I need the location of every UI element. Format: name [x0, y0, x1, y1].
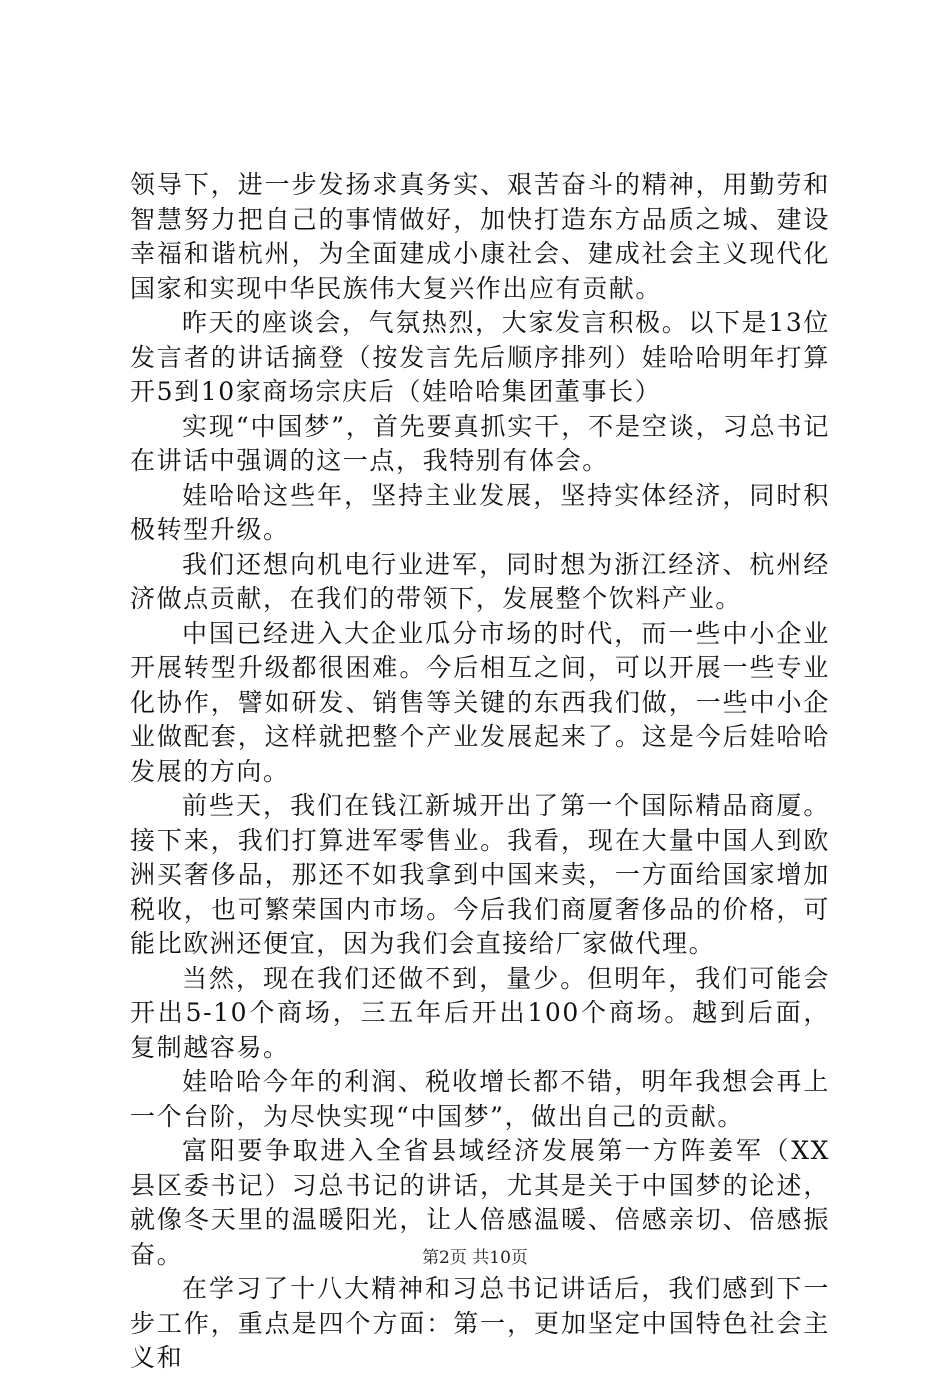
paragraph: 我们还想向机电行业进军，同时想为浙江经济、杭州经济做点贡献，在我们的带领下，发展整个饮料产业。: [130, 549, 830, 613]
paragraph: 前些天，我们在钱江新城开出了第一个国际精品商厦。接下来，我们打算进军零售业。我看，现在大量中国人到欧洲买奢侈品，那还不如我拿到中国来卖，一方面给国家增加税收，也可繁荣国内市场。今后我们商厦奢侈品的价格，可能比欧洲还便宜，因为我们会直接给厂家做代理。: [130, 791, 830, 958]
page-number-footer: 第2页 共10页: [422, 1248, 528, 1268]
paragraph: 实现“中国梦”，首先要真抓实干，不是空谈，习总书记在讲话中强调的这一点，我特别有体会。: [130, 411, 830, 475]
paragraph: 富阳要争取进入全省县域经济发展第一方阵姜军（XX县区委书记）习总书记的讲话，尤其是关于中国梦的论述，就像冬天里的温暖阳光，让人倍感温暖、倍感亲切、倍感振奋。: [130, 1136, 830, 1269]
paragraph: 中国已经进入大企业瓜分市场的时代，而一些中小企业开展转型升级都很困难。今后相互之间，可以开展一些专业化协作，譬如研发、销售等关键的东西我们做，一些中小企业做配套，这样就把整个产业发展起来了。这是今后娃哈哈发展的方向。: [130, 618, 830, 786]
paragraph: 昨天的座谈会，气氛热烈，大家发言积极。以下是13位发言者的讲话摘登（按发言先后顺序排列）娃哈哈明年打算开5到10家商场宗庆后（娃哈哈集团董事长）: [130, 308, 830, 406]
paragraph-continuation: 领导下，进一步发扬求真务实、艰苦奋斗的精神，用勤劳和智慧努力把自己的事情做好，加快打造东方品质之城、建设幸福和谐杭州，为全面建成小康社会、建成社会主义现代化国家和实现中华民族伟大复兴作出应有贡献。: [130, 170, 830, 303]
paragraph: 娃哈哈这些年，坚持主业发展，坚持实体经济，同时积极转型升级。: [130, 480, 830, 544]
paragraph: 娃哈哈今年的利润、税收增长都不错，明年我想会再上一个台阶，为尽快实现“中国梦”，做出自己的贡献。: [130, 1067, 830, 1131]
paragraph: 当然，现在我们还做不到，量少。但明年，我们可能会开出5-10个商场，三五年后开出100个商场。越到后面，复制越容易。: [130, 963, 830, 1062]
paragraph: 在学习了十八大精神和习总书记讲话后，我们感到下一步工作，重点是四个方面：第一，更加坚定中国特色社会主义和: [130, 1274, 830, 1372]
document-body: [130, 168, 830, 1376]
